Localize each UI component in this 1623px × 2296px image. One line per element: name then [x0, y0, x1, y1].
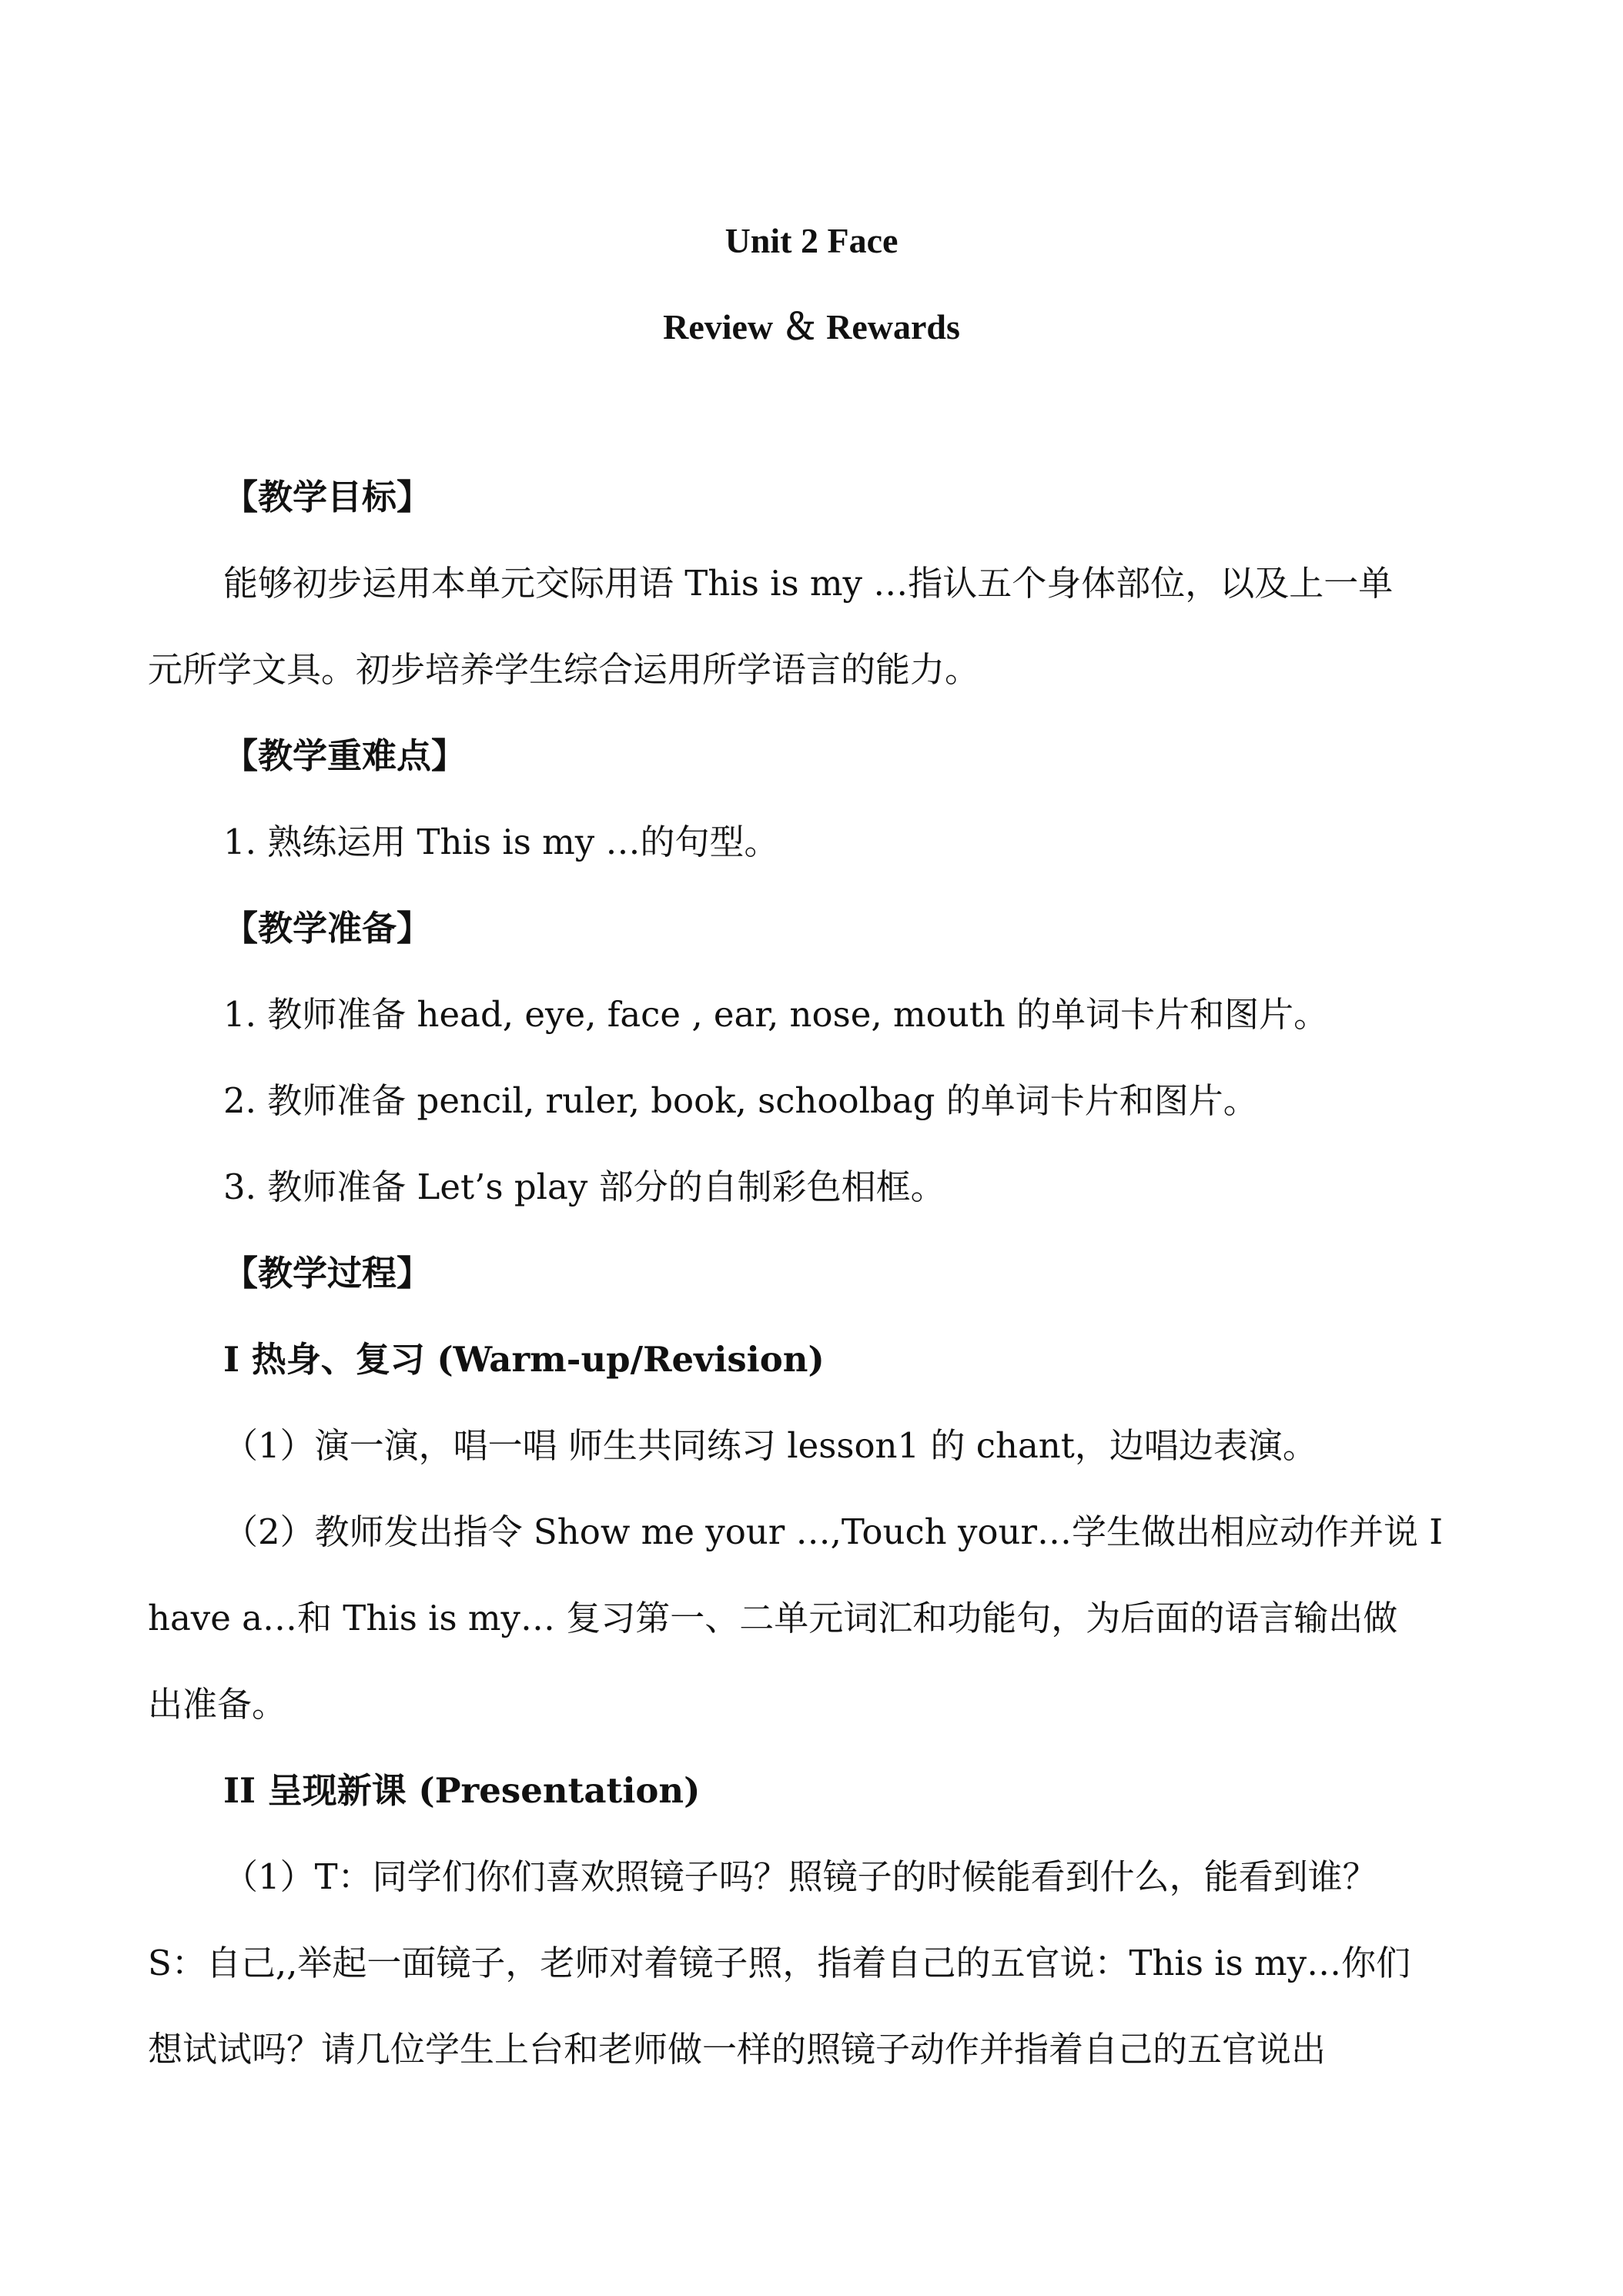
part2-line-3: 想试试吗？请几位学生上台和老师做一样的照镜子动作并指着自己的五官说出: [148, 2029, 1327, 2070]
document-subtitle: Review ＆ Rewards: [663, 307, 960, 346]
part1-heading: I 热身、复习 (Warm-up/Revision): [223, 1339, 825, 1380]
objectives-line-2: 元所学文具。初步培养学生综合运用所学语言的能力。: [148, 649, 980, 690]
part1-line-2: （2）教师发出指令 Show me your …,Touch your…学生做出相应动作并说 I: [223, 1511, 1444, 1552]
part1-line-4: 出准备。: [148, 1684, 287, 1725]
preparation-item-2: 2. 教师准备 pencil, ruler, book, schoolbag 的单词卡片和图片。: [223, 1080, 1258, 1121]
part2-heading: II 呈现新课 (Presentation): [223, 1770, 701, 1811]
objectives-heading: 【教学目标】: [223, 477, 432, 517]
preparation-item-1: 1. 教师准备 head, eye, face , ear, nose, mouth 的单词卡片和图片。: [223, 994, 1329, 1035]
part1-line-3: have a…和 This is my… 复习第一、二单元词汇和功能句，为后面的语言输出做: [148, 1598, 1398, 1638]
preparation-item-3: 3. 教师准备 Let’s play 部分的自制彩色相框。: [223, 1166, 945, 1207]
part2-line-1: （1）T：同学们你们喜欢照镜子吗？照镜子的时候能看到什么，能看到谁？: [223, 1856, 1377, 1897]
process-heading: 【教学过程】: [223, 1253, 432, 1294]
document-title: Unit 2 Face: [724, 221, 899, 260]
part2-line-2: S：自己,,举起一面镜子，老师对着镜子照，指着自己的五官说：This is my…你们: [148, 1943, 1411, 1983]
objectives-line-1: 能够初步运用本单元交际用语 This is my …指认五个身体部位，以及上一单: [223, 563, 1394, 604]
part1-line-1: （1）演一演，唱一唱 师生共同练习 lesson1 的 chant，边唱边表演。: [223, 1425, 1317, 1466]
key-points-heading: 【教学重难点】: [223, 735, 467, 776]
preparation-heading: 【教学准备】: [223, 908, 432, 949]
key-point-item-1: 1. 熟练运用 This is my …的句型。: [223, 822, 779, 862]
